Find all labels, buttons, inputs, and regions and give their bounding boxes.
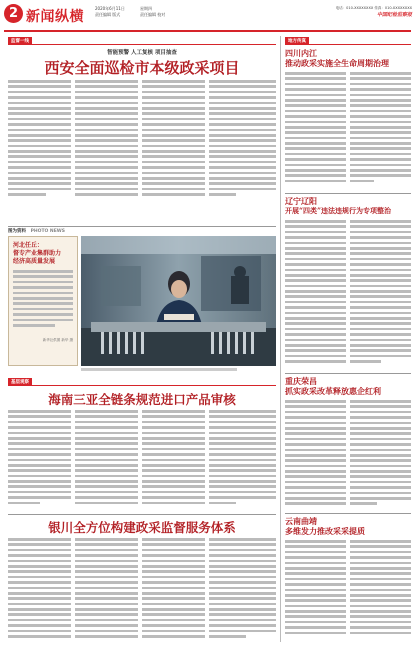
sidebar-title-line1: 河北任丘： <box>13 242 44 249</box>
right-story-4-title: 多维发力推改采采提质 <box>285 526 365 536</box>
factory-worker-photo <box>81 236 276 366</box>
section-tag-rule <box>8 44 276 45</box>
masthead-title: 新闻纵横 <box>26 9 84 25</box>
sidebar-title-line2: 督专产业集群助力 <box>13 250 62 257</box>
section-tag-local: 地方传真 <box>285 37 309 45</box>
lead-body-col4 <box>209 80 276 200</box>
photo-label-en: PHOTO NEWS <box>30 229 65 234</box>
right-story-1-col2 <box>350 72 411 190</box>
photo-section-label <box>8 228 65 234</box>
header-weekday <box>140 6 165 17</box>
lead-body-col3 <box>142 80 205 200</box>
right-story-4-col2 <box>350 540 411 642</box>
header-date-text: 2020年6月11日 <box>95 6 125 11</box>
header-editor-text: 责任编辑 版式 <box>95 11 121 17</box>
story3-col4 <box>209 538 276 642</box>
lead-body-col1 <box>8 80 71 200</box>
header-date <box>95 6 125 17</box>
right-story-1-title: 推动政采实施全生命周期治理 <box>285 58 389 68</box>
story2-col3 <box>142 410 205 510</box>
section-tag-supervision: 监督一线 <box>8 37 32 45</box>
story3-col3 <box>142 538 205 642</box>
sidebar-headline <box>9 237 77 266</box>
right-story-3-title: 抓实政采改革释放惠企红利 <box>285 386 381 396</box>
right-story-2-title: 开展“四类”违法违规行为专项整治 <box>285 206 392 215</box>
right-story-1-col1 <box>285 72 346 190</box>
right-story-3-place: 重庆荣昌 <box>285 376 317 386</box>
right-rule-2 <box>285 193 411 194</box>
right-story-4-place: 云南曲靖 <box>285 516 317 526</box>
photo-sidebar-box <box>8 236 78 366</box>
right-story-3-col1 <box>285 400 346 510</box>
lead-body-col2 <box>75 80 138 200</box>
header-contact: 电话：010-XXXXXXXX 传真：010-XXXXXXXX <box>335 6 412 10</box>
section-tag-grassroots: 基层观察 <box>8 378 32 386</box>
column-divider <box>280 36 281 642</box>
photo-section-rule <box>8 226 276 227</box>
right-story-1-head <box>285 48 411 68</box>
right-story-2-col2 <box>350 220 411 370</box>
photo-label-cn: 图为资料 <box>8 229 26 234</box>
right-story-2-place: 辽宁辽阳 <box>285 196 317 206</box>
story3-headline: 银川全方位构建政采监督服务体系 <box>48 520 236 535</box>
right-story-2-col1 <box>285 220 346 370</box>
section-tag-rule-2 <box>8 385 276 386</box>
right-rule-4 <box>285 513 411 514</box>
story2-headline: 海南三亚全链条规范进口产品审核 <box>48 392 236 407</box>
story3-col2 <box>75 538 138 642</box>
right-story-3-head <box>285 376 411 396</box>
sidebar-byline: 新华社供图 新华 摄 <box>42 338 73 342</box>
story2-col2 <box>75 410 138 510</box>
right-story-3-col2 <box>350 400 411 510</box>
header-right-info <box>282 6 412 18</box>
photo-caption <box>81 368 276 374</box>
section-tag-rule-right <box>285 44 411 45</box>
story2-col4 <box>209 410 276 510</box>
header-rule <box>4 30 411 32</box>
right-story-1-place: 四川内江 <box>285 48 317 58</box>
lead-headline: 西安全面巡检市本级政采项目 <box>44 59 240 77</box>
factory-scene-illustration <box>81 236 276 366</box>
story3-col1 <box>8 538 71 642</box>
lead-kicker: 智能预警 人工复核 项目抽查 <box>107 50 177 56</box>
right-story-4-col1 <box>285 540 346 642</box>
sidebar-body <box>9 266 77 336</box>
sidebar-title-line3: 经济高质量发展 <box>13 258 56 265</box>
right-rule-3 <box>285 373 411 374</box>
masthead-logo: 2 <box>4 4 23 23</box>
right-story-2-head <box>285 196 411 216</box>
story3-rule <box>8 514 276 515</box>
header-proof-text: 责任编辑 校对 <box>140 11 166 17</box>
story2-col1 <box>8 410 71 510</box>
right-story-4-head <box>285 516 411 536</box>
header-weekday-text: 星期四 <box>140 6 152 11</box>
header-paper-name: 中国纪检监察报 <box>376 12 412 18</box>
